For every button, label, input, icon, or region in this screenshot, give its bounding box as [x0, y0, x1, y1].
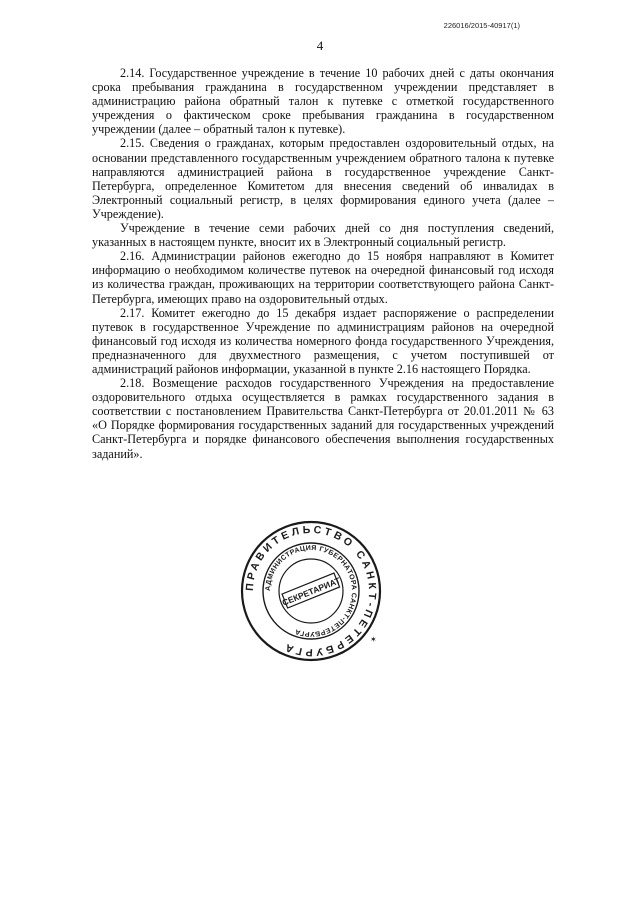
seal-star-mark: ✶	[370, 635, 377, 644]
seal-inner-text: АДМИНИСТРАЦИЯ ГУБЕРНАТОРА САНКТ-ПЕТЕРБУРГА	[264, 544, 358, 638]
paragraph-2-15-continued: Учреждение в течение семи рабочих дней со дня поступления сведений, указанных в настоящем пункте, вносит их в Электронный социальный регистр.	[92, 221, 554, 250]
paragraph-2-17: 2.17. Комитет ежегодно до 15 декабря издает распоряжение о распределении путевок в государственное Учреждение по администрациям районов на очередной финансовый год исходя из количества номерного фонда государственного Учреждения, предназначенного для двухместного размещения, с учетом поступившей от администраций районов информации, указанной в пункте 2.16 настоящего Порядка.	[92, 305, 554, 376]
paragraph-2-18: 2.18. Возмещение расходов государственного Учреждения на предоставление оздоровительного отдыха осуществляется в рамках государственного задания в соответствии с постановлением Правительства Санкт-Петербурга от 20.01.2011 № 63 «О Порядке формирования государственных заданий для государственных учреждений Санкт-Петербурга и порядке финансового обеспечения выполнения государственных заданий».	[92, 376, 554, 461]
seal-graphic	[240, 520, 382, 662]
paragraph-2-14: 2.14. Государственное учреждение в течение 10 рабочих дней с даты окончания срока пребывания гражданина в государственном учреждении представляет в администрацию района обратный талон к путевке с отметкой государственного учреждения о фактическом сроке пребывания гражданина в государственном учреждении (далее – обратный талон к путевке).	[92, 66, 554, 137]
svg-text:СЕКРЕТАРИАТ: СЕКРЕТАРИАТ	[280, 575, 342, 608]
document-reference-number: 226016/2015-40917(1)	[443, 21, 520, 30]
seal-center-label	[279, 572, 343, 609]
official-seal-stamp	[240, 520, 382, 662]
page-number: 4	[316, 38, 324, 53]
seal-outer-text: ПРАВИТЕЛЬСТВО САНКТ-ПЕТЕРБУРГА	[243, 523, 379, 659]
paragraph-2-15: 2.15. Сведения о гражданах, которым предоставлен оздоровительный отдых, на основании представленного государственным учреждением обратного талона к путевке направляются администрацией района в государственное учреждение Санкт-Петербурга, определенное Комитетом для внесения сведений об инвалидах в Электронный социальный регистр, в целях формирования единого учета (далее – Учреждение).	[92, 136, 554, 221]
paragraph-2-16: 2.16. Администрации районов ежегодно до 15 ноября направляют в Комитет информацию о необходимом количестве путевок на очередной финансовый год исходя из количества граждан, проживающих на территории соответствующего района Санкт-Петербурга, имеющих право на оздоровительный отдых.	[92, 249, 554, 306]
document-body	[92, 66, 554, 461]
